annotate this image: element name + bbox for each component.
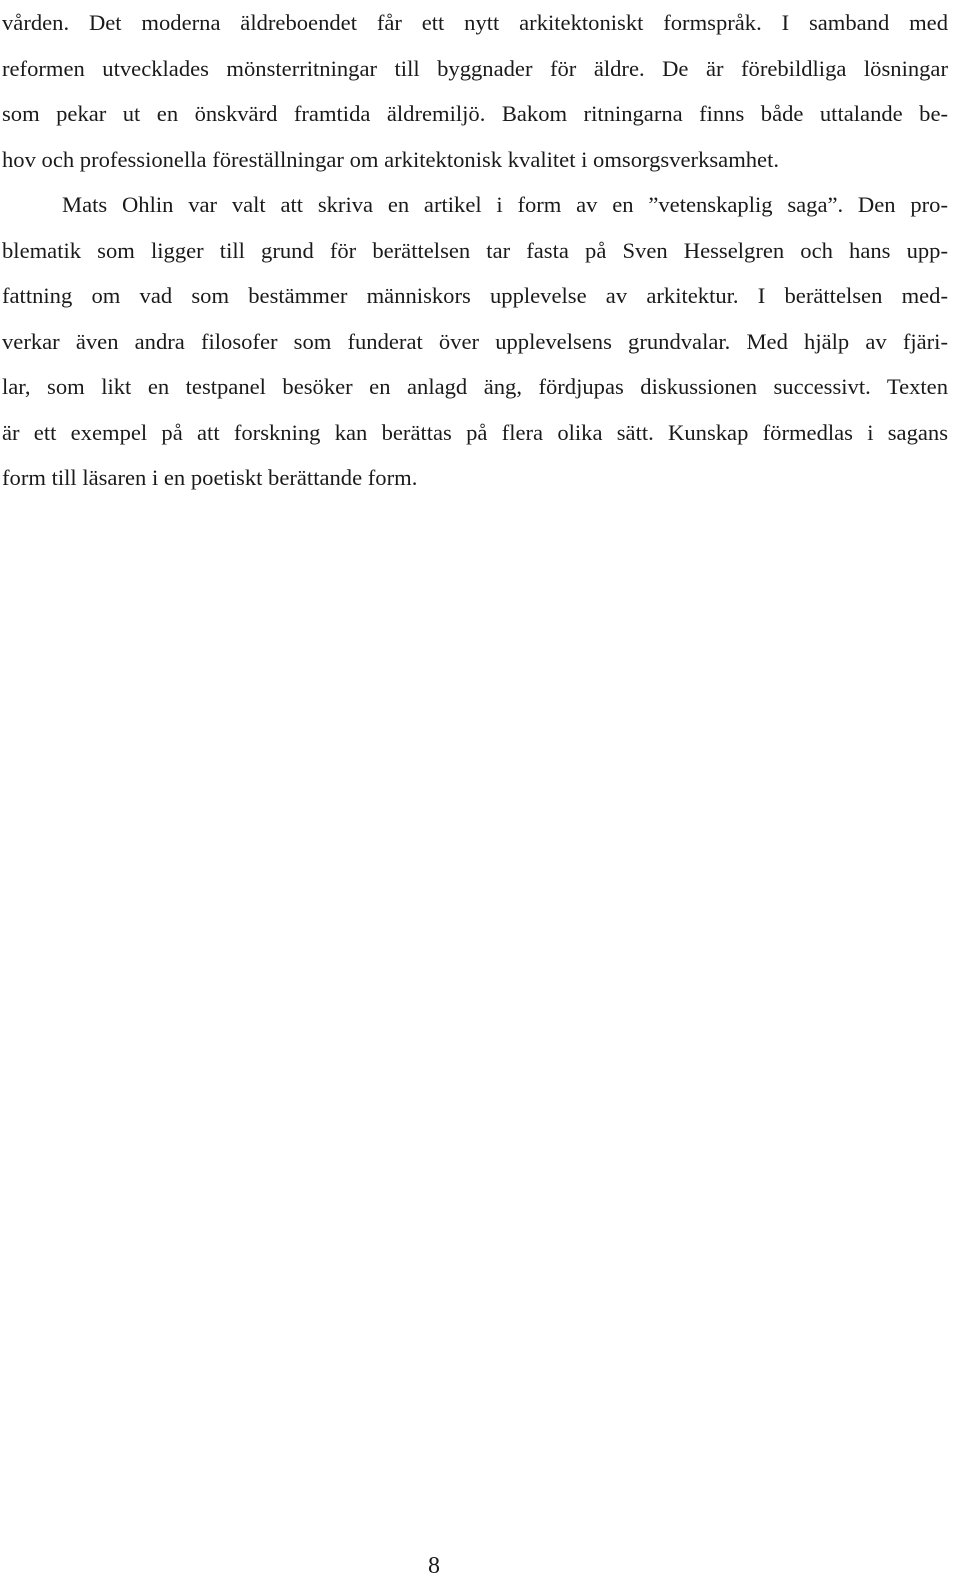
paragraph-1-line-2: reformen utvecklades mönsterritningar till byggnader för äldre. De är förebildliga lösningar [2,55,948,81]
paragraph-2-line-5: lar, som likt en testpanel besöker en anlagd äng, fördjupas diskussionen successivt. Texten [2,374,948,399]
paragraph-2-line-4: verkar även andra filosofer som funderat över upplevelsens grundvalar. Med hjälp av fjäri- [2,328,948,354]
paragraph-2-line-7: form till läsaren i en poetiskt berättande form. [2,465,418,490]
paragraph-1-line-1: vården. Det moderna äldreboendet får ett nytt arkitektoniskt formspråk. I samband med [2,10,948,35]
paragraph-2-line-6: är ett exempel på att forskning kan berättas på flera olika sätt. Kunskap förmedlas i sagans [2,419,948,445]
paragraph-1-line-3: som pekar ut en önskvärd framtida äldremiljö. Bakom ritningarna finns både uttalande be- [2,101,948,126]
body-text [2,0,948,501]
paragraph-2-line-3: fattning om vad som bestämmer människors upplevelse av arkitektur. I berättelsen med- [2,283,948,308]
paragraph-2-line-1: Mats Ohlin var valt att skriva en artikel i form av en ”vetenskaplig saga”. Den pro- [62,192,948,217]
paragraph-1-line-4: hov och professionella föreställningar om arkitektonisk kvalitet i omsorgsverksamhet. [2,146,780,172]
paragraph-2-line-2: blematik som ligger till grund för berättelsen tar fasta på Sven Hesselgren och hans upp- [2,237,948,263]
page-number [0,1552,960,1580]
page-number-text: 8 [428,1553,440,1579]
